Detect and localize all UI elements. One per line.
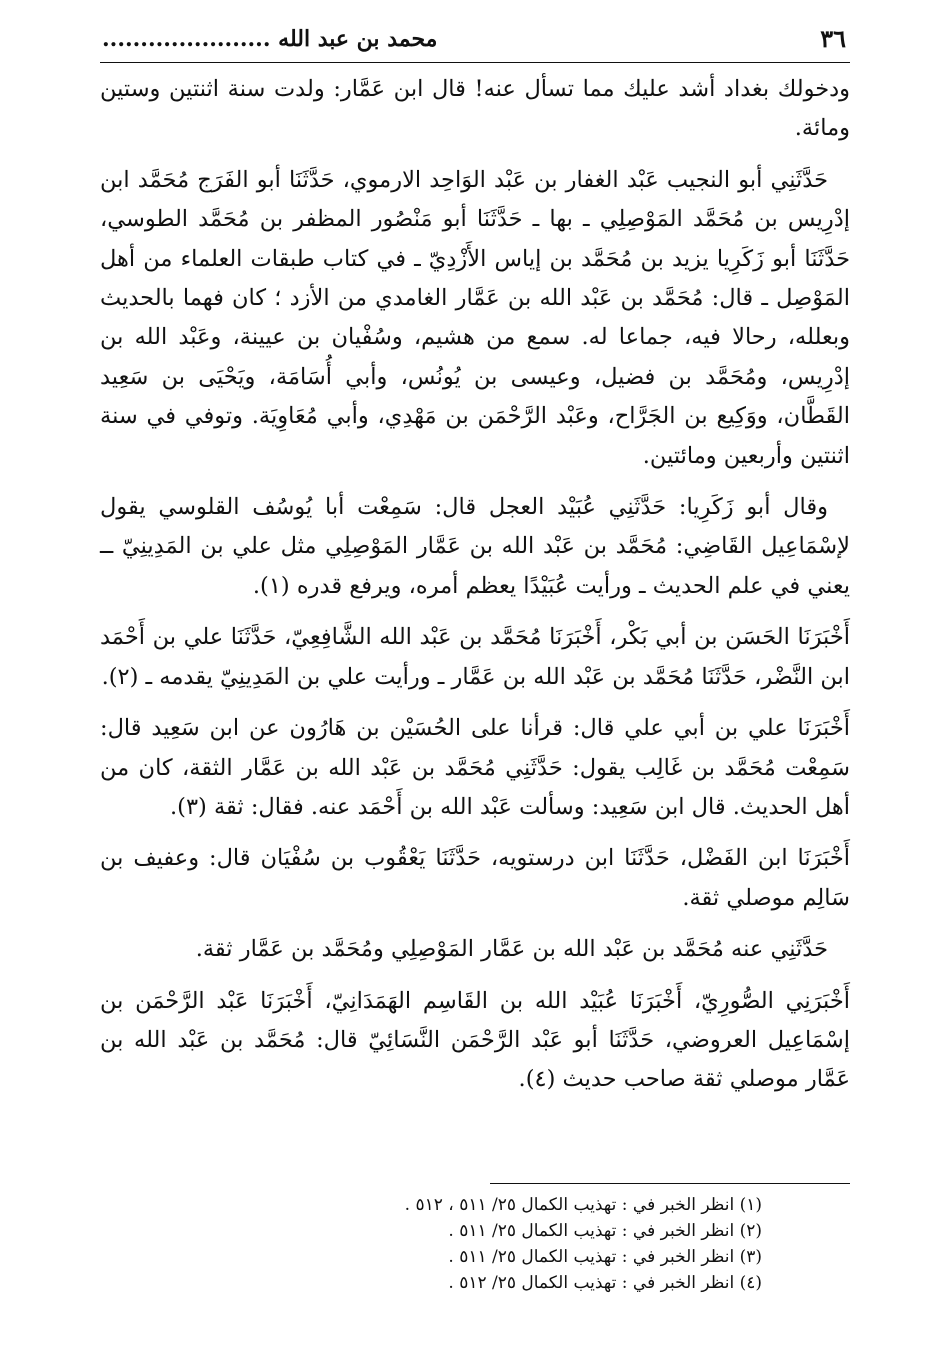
- footnote: (٢) انظر الخبر في : تهذيب الكمال ٢٥/ ٥١١ .: [448, 1221, 762, 1241]
- paragraph: وقال أبو زَكَرِيا: حَدَّثَنِي عُبَيْد العجل قال: سَمِعْت أبا يُوسُف القلوسي يقول لإسْمَاعِيل القَاضِي: مُحَمَّد بن عَبْد الله بن عَمَّار المَوْصِلِي مثل علي بن المَدِينِيّ ــ يعني في علم الحديث ـ ورأيت عُبَيْدًا يعظم أمره، ويرفع قدره (١).: [100, 494, 850, 599]
- running-title: محمد بن عبد الله ......................: [102, 26, 438, 52]
- footnotes: [100, 1192, 762, 1296]
- footnote: (٣) انظر الخبر في : تهذيب الكمال ٢٥/ ٥١١ .: [448, 1247, 762, 1267]
- page-header: [100, 22, 850, 63]
- paragraph: حَدَّثَنِي عنه مُحَمَّد بن عَبْد الله بن عَمَّار المَوْصِلِي ومُحَمَّد بن عَمَّار ثقة.: [195, 936, 828, 963]
- footnote-separator: [490, 1183, 850, 1184]
- paragraph: أَخْبَرَنَا ابن الفَضْل، حَدَّثَنَا ابن درستويه، حَدَّثَنَا يَعْقُوب بن سُفْيَان قال: وعفيف بن سَالِم موصلي ثقة.: [100, 845, 850, 911]
- paragraph: ودخولك بغداد أشد عليك مما تسأل عنه! قال ابن عَمَّار: ولدت سنة اثنتين وستين ومائة.: [100, 76, 850, 142]
- paragraph: أَخْبَرَنَا الحَسَن بن أبي بَكْر، أَخْبَرَنَا مُحَمَّد بن عَبْد الله الشَّافِعِيّ، حَدَّثَنَا علي بن أَحْمَد ابن النَّضْر، حَدَّثَنَا مُحَمَّد بن عَبْد الله بن عَمَّار ـ ورأيت علي بن المَدِينِيّ يقدمه ـ (٢).: [100, 624, 850, 690]
- paragraph: أَخْبَرَنَا علي بن أبي علي قال: قرأنا على الحُسَيْن بن هَارُون عن ابن سَعِيد قال: سَمِعْت مُحَمَّد بن غَالِب يقول: حَدَّثَنِي مُحَمَّد بن عَبْد الله بن عَمَّار الثقة، كان من أهل الحديث. قال ابن سَعِيد: وسألت عَبْد الله بن أَحْمَد عنه. فقال: ثقة (٣).: [100, 715, 850, 820]
- footnote: (١) انظر الخبر في : تهذيب الكمال ٢٥/ ٥١١ ، ٥١٢ .: [404, 1195, 762, 1215]
- paragraph: أَخْبَرَنِي الصُّورِيّ، أَخْبَرَنَا عُبَيْد الله بن القَاسِم الهَمَدَانِيّ، أَخْبَرَنَا عَبْد الرَّحْمَن بن إسْمَاعِيل العروضي، حَدَّثَنَا أبو عَبْد الرَّحْمَن النَّسَائِيّ قال: مُحَمَّد بن عَبْد الله بن عَمَّار موصلي ثقة صاحب حديث (٤).: [100, 987, 850, 1093]
- paragraph: حَدَّثَنِي أبو النجيب عَبْد الغفار بن عَبْد الوَاحِد الارموي، حَدَّثَنَا أبو الفَرَج مُحَمَّد ابن إدْرِيس بن مُحَمَّد المَوْصِلِي ـ بها ـ حَدَّثَنَا أبو مَنْصُور المظفر بن مُحَمَّد الطوسي، حَدَّثَنَا أبو زَكَرِيا يزيد بن مُحَمَّد بن إياس الأَزْدِيّ ـ في كتاب طبقات العلماء من أهل المَوْصِل ـ قال: مُحَمَّد بن عَبْد الله بن عَمَّار الغامدي من الأزد ؛ كان فهما بالحديث وبعلله، رحالا فيه، جماعا له. سمع من هشيم، وسُفْيان بن عيينة، وعَبْد الله بن إدْرِيس، ومُحَمَّد بن فضيل، وعيسى بن يُونُس، وأبي أُسَامَة، ويَحْيَى بن سَعِيد القَطَّان، ووَكِيع بن الجَرَّاح، وعَبْد الرَّحْمَن بن مَهْدِي، وأبي مُعَاوِيَة. وتوفي في سنة اثنتين وأربعين ومائتين.: [100, 166, 850, 469]
- footnote: (٤) انظر الخبر في : تهذيب الكمال ٢٥/ ٥١٢ .: [448, 1273, 762, 1293]
- main-text: [100, 70, 850, 1112]
- page-number: ٣٦: [820, 24, 846, 53]
